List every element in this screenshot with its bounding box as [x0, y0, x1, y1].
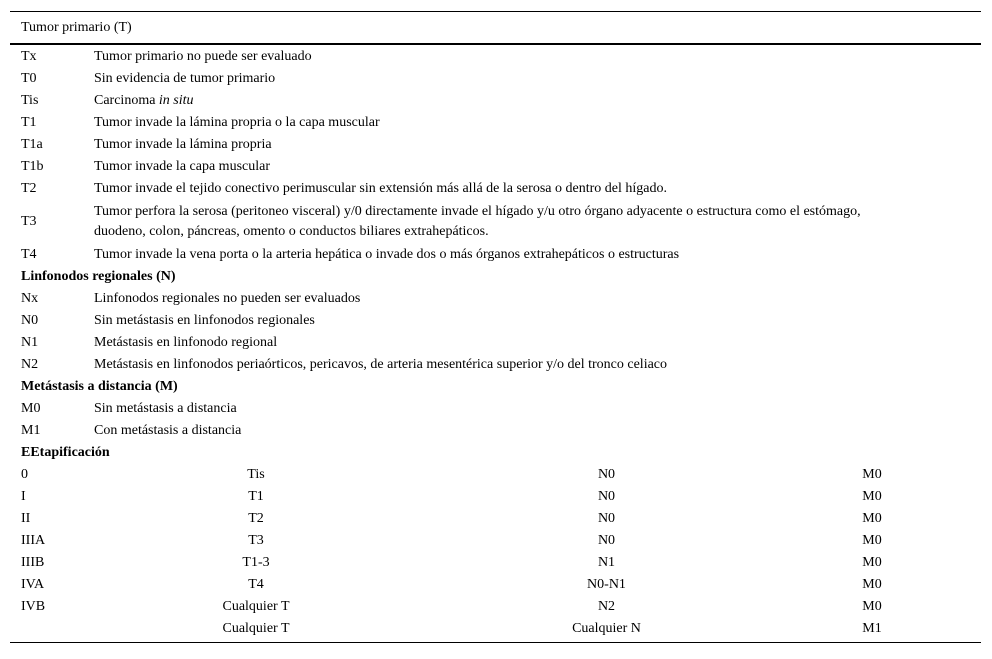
row-code: N2 [21, 357, 39, 372]
row-description: Tumor invade la lámina propria [94, 137, 272, 152]
stage-label: IVA [21, 577, 45, 592]
row-description: Tumor perfora la serosa (peritoneo visceral) y/0 directamente invade el hígado y/u otro órgano adyacente o estructura como el estómago, duodeno, colon, páncreas, omento o conductos biliares extrahepáticos. [94, 204, 861, 239]
stage-t: Cualquier T [222, 621, 290, 636]
section-title-n: Linfonodos regionales (N) [21, 269, 176, 284]
row-code: N1 [21, 335, 39, 350]
stage-n: N0 [597, 533, 616, 548]
row-code: T4 [21, 247, 37, 262]
stage-row [10, 596, 981, 618]
stage-t: Cualquier T [222, 599, 290, 614]
stage-row [10, 464, 981, 486]
stage-t: T1 [248, 489, 264, 504]
row-description: Linfonodos regionales no pueden ser evaluados [94, 291, 361, 306]
row-description: Sin metástasis en linfonodos regionales [94, 313, 315, 328]
row-code: M0 [21, 401, 41, 416]
stage-label: IVB [21, 599, 46, 614]
stage-n: N0 [597, 467, 616, 482]
stage-label: IIIA [21, 533, 46, 548]
stage-row [10, 486, 981, 508]
stage-n: N2 [597, 599, 616, 614]
table-header: Tumor primario (T) [21, 20, 132, 35]
row-description: Sin evidencia de tumor primario [94, 71, 276, 86]
row-code: T1a [21, 137, 43, 152]
table-row [10, 46, 981, 68]
row-code: Nx [21, 291, 39, 306]
row-code: T0 [21, 71, 37, 86]
stage-t: T4 [248, 577, 264, 592]
table-row [10, 90, 981, 112]
stage-row [10, 574, 981, 596]
table-row [10, 112, 981, 134]
stage-n: N0 [597, 489, 616, 504]
row-code: T2 [21, 181, 37, 196]
stage-n: Cualquier N [572, 621, 641, 636]
stage-row [10, 552, 981, 574]
table-row [10, 156, 981, 178]
stage-n: N0-N1 [587, 577, 626, 592]
stage-m: M0 [862, 533, 882, 548]
table-row [10, 332, 981, 354]
row-description: Tumor primario no puede ser evaluado [94, 49, 312, 64]
stage-m: M0 [862, 555, 882, 570]
stage-t: T2 [248, 511, 264, 526]
stage-n: N0 [597, 511, 616, 526]
stage-m: M0 [862, 599, 882, 614]
row-description: Sin metástasis a distancia [94, 401, 237, 416]
row-code: T1 [21, 115, 37, 130]
section-title-staging: EEtapificación [21, 445, 110, 460]
stage-row [10, 530, 981, 552]
stage-m: M0 [862, 577, 882, 592]
stage-m: M0 [862, 489, 882, 504]
stage-row [10, 508, 981, 530]
stage-t: T3 [248, 533, 264, 548]
table-row [10, 288, 981, 310]
row-code: M1 [21, 423, 41, 438]
table-row [10, 200, 981, 244]
staging-table [10, 11, 981, 643]
row-description: Tumor invade la vena porta o la arteria hepática o invade dos o más órganos extrahepáticos o estructuras [94, 247, 680, 262]
table-row [10, 354, 981, 376]
stage-n: N1 [597, 555, 616, 570]
row-description-text: Carcinoma [94, 93, 159, 108]
stage-label: I [21, 489, 26, 504]
row-description: Metástasis en linfonodo regional [94, 335, 278, 350]
table-row [10, 134, 981, 156]
stage-m: M0 [862, 467, 882, 482]
row-code: Tis [21, 93, 39, 108]
row-description: Metástasis en linfonodos periaórticos, pericavos, de arteria mesentérica superior y/o del tronco celiaco [94, 357, 668, 372]
section-title-m: Metástasis a distancia (M) [21, 379, 178, 394]
stage-t: T1-3 [242, 555, 270, 570]
stage-t: Tis [247, 467, 265, 482]
row-description: Tumor invade la lámina propria o la capa muscular [94, 115, 380, 130]
table-row [10, 178, 981, 200]
table-body [10, 45, 981, 642]
table-row [10, 68, 981, 90]
stage-row [10, 618, 981, 640]
row-code: T1b [21, 159, 44, 174]
table-bottom-rule [10, 642, 981, 643]
table-row [10, 420, 981, 442]
row-description [94, 91, 981, 111]
stage-m: M1 [862, 621, 882, 636]
stage-m: M0 [862, 511, 882, 526]
row-description: Tumor invade el tejido conectivo perimuscular sin extensión más allá de la serosa o dentro del hígado. [94, 181, 667, 196]
stage-label: 0 [21, 467, 28, 482]
stage-label: II [21, 511, 31, 526]
row-code: N0 [21, 313, 39, 328]
row-description-italic: in situ [158, 93, 194, 108]
row-description: Con metástasis a distancia [94, 423, 242, 438]
table-row [10, 310, 981, 332]
table-row [10, 244, 981, 266]
stage-label: IIIB [21, 555, 45, 570]
table-row [10, 398, 981, 420]
row-description: Tumor invade la capa muscular [94, 159, 270, 174]
row-code: T3 [21, 214, 37, 229]
row-code: Tx [21, 49, 37, 64]
